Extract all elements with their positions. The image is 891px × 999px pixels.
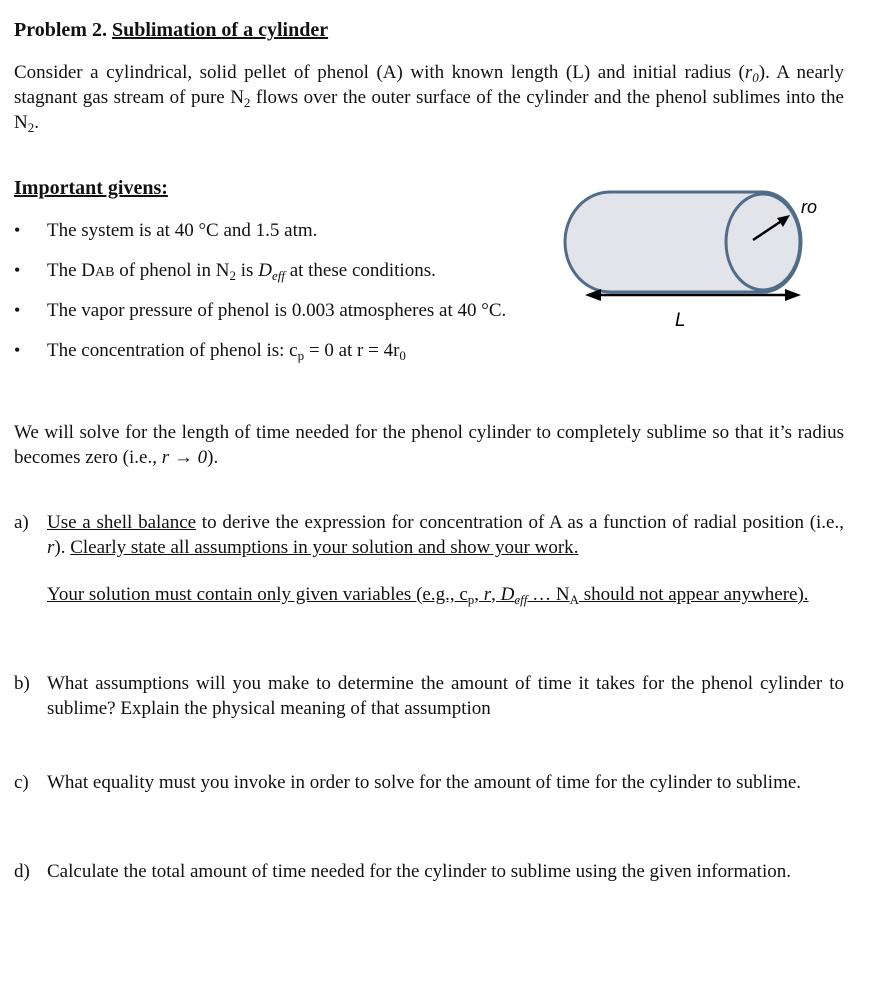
bullet-icon: • (14, 220, 21, 240)
r0-symbol: r (744, 62, 753, 83)
question-text: What equality must you invoke in order to solve for the amount of time for the cylinder to sublime. (47, 772, 802, 793)
intro-text: . (34, 112, 39, 133)
question-a-note: Your solution must contain only given variables (e.g., $c_p$, r, $D_{eff}$ … $N_A$ should not appear anywhere). (47, 584, 809, 607)
question-text: Use a shell balance to derive the expression for concentration of A as a function of radial position (i.e., r). Clearly state all assumptions in your solution and show your work. (47, 512, 844, 558)
problem-title (14, 18, 844, 43)
r0-subscript: 0 (752, 70, 759, 85)
given-text: The DAB of phenol in $N_2$ is $D_{eff}$ at these conditions. (47, 260, 436, 283)
intro-text: Consider a cylindrical, solid pellet of phenol (A) with known length (L) and initial radius ( (14, 62, 745, 83)
problem-heading: Sublimation of a cylinder (111, 19, 329, 41)
bullet-icon: • (14, 300, 21, 320)
bullet-icon: • (14, 340, 21, 360)
given-text: The system is at 40 °C and 1.5 atm. (47, 220, 318, 241)
intro-text: flows over the outer surface of the cylinder and the phenol sublimes into the N (14, 87, 844, 133)
question-letter: b) (14, 673, 30, 694)
limit-expression: r → 0 (161, 447, 208, 468)
question-text: What assumptions will you make to determine the amount of time it takes for the phenol cylinder to sublime? Explain the physical meaning of that assumption (47, 673, 844, 719)
n2-subscript: 2 (243, 95, 251, 110)
intro-paragraph (14, 60, 844, 135)
question-letter: c) (14, 772, 29, 793)
dab-subscript: AB (95, 265, 115, 280)
radius-label: ro (801, 197, 818, 217)
solve-paragraph: We will solve for the length of time needed for the phenol cylinder to completely sublime so that it’s radius becomes zero (i.e., r → 0). (14, 422, 844, 468)
question-letter: a) (14, 512, 29, 533)
bullet-icon: • (14, 260, 21, 280)
cylinder-diagram (555, 180, 825, 340)
intro-text: ). A nearly stagnant gas stream of pure N (14, 62, 844, 108)
n2-subscript: 2 (27, 120, 35, 135)
problem-label: Problem 2. (14, 19, 107, 41)
deff-symbol: D (258, 260, 272, 281)
length-arrowhead-left (585, 289, 601, 301)
length-label: L (675, 310, 686, 331)
givens-heading: Important givens: (14, 177, 168, 199)
given-text: The vapor pressure of phenol is 0.003 atmospheres at 40 °C. (47, 300, 507, 321)
question-letter: d) (14, 861, 30, 882)
cylinder-end-face (726, 194, 800, 290)
length-arrowhead-right (785, 289, 801, 301)
given-text: The concentration of phenol is: $c_p = 0$ at $r = 4r_0$ (47, 340, 406, 363)
question-text: Calculate the total amount of time needed for the cylinder to sublime using the given information. (47, 861, 791, 882)
